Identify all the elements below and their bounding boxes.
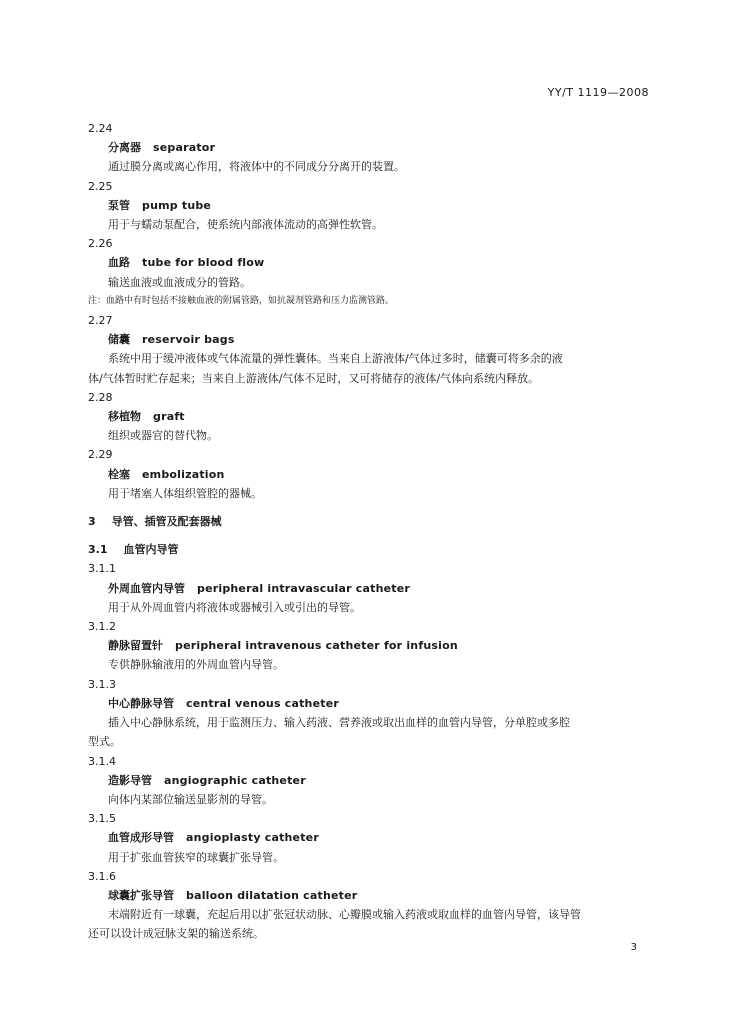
term-entry bbox=[88, 234, 648, 311]
term-heading bbox=[88, 407, 648, 426]
term-entry bbox=[88, 177, 648, 235]
term-heading bbox=[88, 330, 648, 349]
term-definition-continued: 还可以设计成冠脉支架的输送系统。 bbox=[88, 927, 264, 941]
term-english: peripheral intravascular catheter bbox=[197, 581, 411, 595]
entry-number: 3.1.4 bbox=[88, 754, 116, 768]
term-definition: 输送血液或血液成分的管路。 bbox=[108, 275, 251, 289]
term-english: reservoir bags bbox=[142, 333, 235, 347]
term-heading bbox=[88, 886, 648, 905]
term-definition: 用于堵塞人体组织管腔的器械。 bbox=[108, 486, 262, 500]
term-definition: 用于与蠕动泵配合，使系统内部液体流动的高弹性软管。 bbox=[108, 218, 383, 232]
term-english: angioplasty catheter bbox=[186, 831, 319, 845]
term-chinese: 造影导管 bbox=[108, 773, 152, 787]
term-chinese: 栓塞 bbox=[108, 467, 130, 481]
term-heading bbox=[88, 579, 648, 598]
term-entry bbox=[88, 119, 648, 177]
term-entry bbox=[88, 867, 648, 944]
entry-number: 3.1.3 bbox=[88, 677, 116, 691]
entry-number: 3.1.5 bbox=[88, 812, 116, 826]
term-english: graft bbox=[153, 410, 185, 424]
term-entry bbox=[88, 675, 648, 752]
subsection-title: 血管内导管 bbox=[123, 543, 179, 557]
term-english: central venous catheter bbox=[186, 696, 339, 710]
term-entry bbox=[88, 752, 648, 810]
entry-number: 2.28 bbox=[88, 390, 113, 404]
term-definition: 系统中用于缓冲液体或气体流量的弹性囊体。当来自上游液体/气体过多时，储囊可将多余的液 bbox=[108, 352, 563, 366]
term-english: balloon dilatation catheter bbox=[186, 888, 358, 902]
term-chinese: 外周血管内导管 bbox=[108, 581, 185, 595]
term-definition: 通过膜分离或离心作用，将液体中的不同成分分离开的装置。 bbox=[108, 160, 405, 174]
term-definition: 末端附近有一球囊，充起后用以扩张冠状动脉、心瓣膜或输入药液或取血样的血管内导管，该导管 bbox=[108, 908, 581, 922]
term-heading bbox=[88, 253, 648, 272]
term-chinese: 分离器 bbox=[108, 141, 141, 155]
entry-number: 3.1.6 bbox=[88, 869, 116, 883]
term-chinese: 血管成形导管 bbox=[108, 831, 174, 845]
term-heading bbox=[88, 771, 648, 790]
term-definition: 插入中心静脉系统，用于监测压力、输入药液、营养液或取出血样的血管内导管，分单腔或多腔 bbox=[108, 716, 570, 730]
term-definition-continued: 型式。 bbox=[88, 735, 121, 749]
term-english: separator bbox=[153, 141, 216, 155]
term-heading bbox=[88, 636, 648, 655]
term-definition: 用于扩张血管狭窄的球囊扩张导管。 bbox=[108, 850, 284, 864]
term-definition: 专供静脉输液用的外周血管内导管。 bbox=[108, 658, 284, 672]
term-chinese: 静脉留置针 bbox=[108, 639, 163, 653]
term-entry bbox=[88, 617, 648, 675]
term-entry bbox=[88, 809, 648, 867]
term-definition: 用于从外周血管内将液体或器械引入或引出的导管。 bbox=[108, 600, 361, 614]
entry-number: 2.25 bbox=[88, 179, 113, 193]
term-chinese: 球囊扩张导管 bbox=[108, 888, 174, 902]
term-entry bbox=[88, 388, 648, 446]
term-heading bbox=[88, 828, 648, 847]
term-english: embolization bbox=[142, 467, 225, 481]
section-number: 3 bbox=[88, 515, 96, 529]
term-heading bbox=[88, 694, 648, 713]
term-chinese: 血路 bbox=[108, 256, 130, 270]
term-heading bbox=[88, 196, 648, 215]
term-heading bbox=[88, 138, 648, 157]
section-heading bbox=[88, 512, 648, 531]
term-definition: 组织或器官的替代物。 bbox=[108, 429, 218, 443]
entry-number: 2.29 bbox=[88, 448, 113, 462]
entry-number: 2.27 bbox=[88, 314, 113, 328]
term-english: tube for blood flow bbox=[142, 256, 265, 270]
term-entry bbox=[88, 311, 648, 388]
subsection-heading bbox=[88, 540, 648, 559]
term-chinese: 移植物 bbox=[108, 410, 141, 424]
document-body bbox=[88, 119, 648, 944]
term-heading bbox=[88, 465, 648, 484]
term-english: pump tube bbox=[142, 198, 212, 212]
term-definition: 向体内某部位输送显影剂的导管。 bbox=[108, 792, 273, 806]
entry-number: 3.1.1 bbox=[88, 562, 116, 576]
term-english: angiographic catheter bbox=[164, 773, 306, 787]
entry-number: 2.26 bbox=[88, 237, 113, 251]
term-chinese: 储囊 bbox=[108, 333, 130, 347]
document-code: YY/T 1119—2008 bbox=[547, 86, 649, 99]
term-entry bbox=[88, 559, 648, 617]
term-entry bbox=[88, 445, 648, 503]
term-definition-continued: 体/气体暂时贮存起来；当来自上游液体/气体不足时，又可将储存的液体/气体向系统内释放。 bbox=[88, 371, 540, 385]
page-number: 3 bbox=[630, 942, 637, 953]
term-note: 注：血路中有时包括不接触血液的附属管路，如抗凝剂管路和压力监测管路。 bbox=[88, 295, 395, 306]
entry-number: 3.1.2 bbox=[88, 620, 116, 634]
term-chinese: 中心静脉导管 bbox=[108, 696, 174, 710]
section-title: 导管、插管及配套器械 bbox=[111, 515, 222, 529]
subsection-number: 3.1 bbox=[88, 543, 108, 557]
entry-number: 2.24 bbox=[88, 122, 113, 135]
term-english: peripheral intravenous catheter for infusion bbox=[175, 639, 458, 653]
term-chinese: 泵管 bbox=[108, 198, 130, 212]
